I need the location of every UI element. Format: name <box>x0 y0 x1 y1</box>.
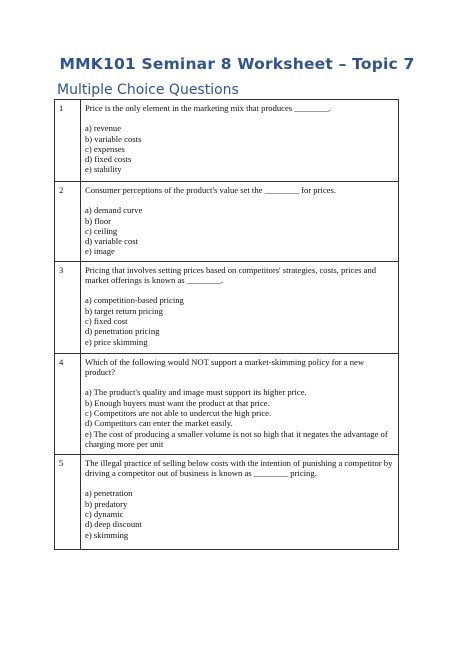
question-cell <box>81 261 399 353</box>
question-row <box>55 454 399 549</box>
answer-option: a) The product's quality and image must support its higher price. <box>85 387 307 398</box>
question-row <box>55 100 399 182</box>
answer-option: c) Competitors are not able to undercut the high price. <box>85 407 272 418</box>
question-row <box>55 353 399 454</box>
answer-option: b) Enough buyers must want the product at that price. <box>85 397 270 408</box>
question-cell <box>81 182 399 262</box>
answer-option: e) skimming <box>85 529 129 540</box>
question-stem: Which of the following would NOT support a market-skimming policy for a new product? <box>85 356 365 378</box>
answer-option: c) dynamic <box>85 508 124 519</box>
answer-option: a) penetration <box>85 488 133 499</box>
question-stem: Consumer perceptions of the product's value set the ________ for prices. <box>85 185 336 195</box>
answer-option: b) variable costs <box>85 133 142 144</box>
answer-option: c) ceiling <box>85 225 118 236</box>
answer-option: d) penetration pricing <box>85 326 160 337</box>
answer-option: e) The cost of producing a smaller volume is not so high that it negates the advantage of charging more per unit <box>85 428 388 449</box>
answer-option: d) variable cost <box>85 236 138 247</box>
section-heading: Multiple Choice Questions <box>57 82 239 98</box>
answer-option: c) expenses <box>85 143 125 154</box>
answer-option: a) revenue <box>85 123 122 134</box>
question-number: 5 <box>55 454 81 549</box>
question-stem: Price is the only element in the marketing mix that produces ________. <box>85 103 331 113</box>
questions-table <box>54 99 399 550</box>
document-title: MMK101 Seminar 8 Worksheet – Topic 7 <box>59 55 415 73</box>
question-cell <box>81 454 399 549</box>
answer-option: b) predatory <box>85 498 128 509</box>
question-row <box>55 261 399 353</box>
answer-option: a) demand curve <box>85 205 143 216</box>
answer-option: d) deep discount <box>85 519 142 530</box>
answer-option: b) target return pricing <box>85 305 163 316</box>
question-number: 4 <box>55 353 81 454</box>
answer-option: e) price skimming <box>85 336 148 347</box>
question-cell <box>81 100 399 182</box>
answer-option: b) floor <box>85 215 112 226</box>
question-stem: The illegal practice of selling below costs with the intention of punishing a competitor by driving a competitor out of business is known as ________ pricing. <box>85 457 393 479</box>
answer-option: e) stability <box>85 164 122 175</box>
question-row <box>55 182 399 262</box>
answer-option: a) competition-based pricing <box>85 295 184 306</box>
question-stem: Pricing that involves setting prices based on competitors' strategies, costs, prices and market offerings is known as ________. <box>85 264 377 286</box>
question-number: 2 <box>55 182 81 262</box>
question-number: 3 <box>55 261 81 353</box>
question-cell <box>81 353 399 454</box>
answer-option: d) fixed costs <box>85 154 132 165</box>
answer-option: e) image <box>85 246 115 257</box>
answer-option: d) Competitors can enter the market easily. <box>85 418 233 429</box>
answer-option: c) fixed cost <box>85 315 128 326</box>
question-number: 1 <box>55 100 81 182</box>
